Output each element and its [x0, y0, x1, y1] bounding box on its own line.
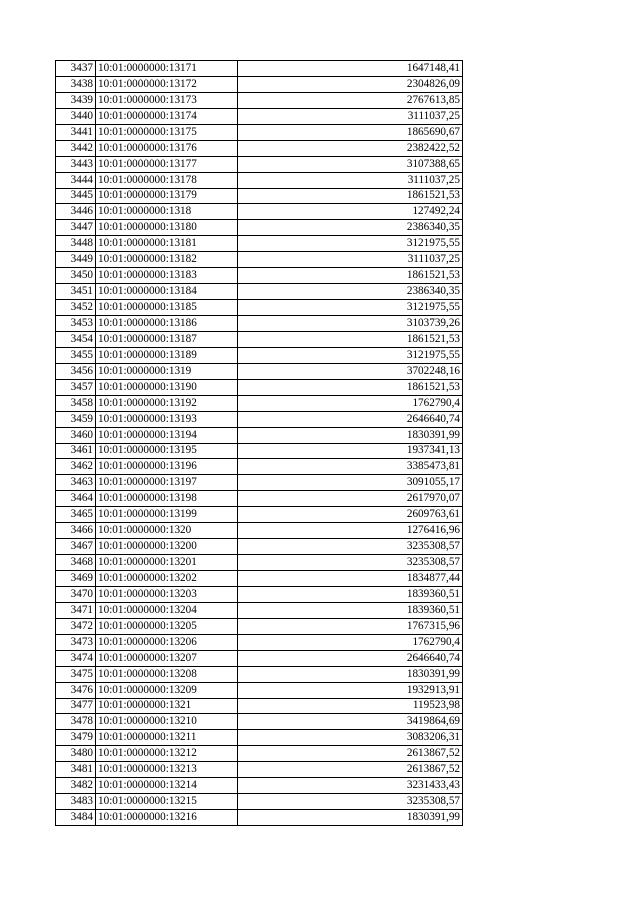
table-row [56, 602, 463, 618]
table-row [56, 92, 463, 108]
cadastral-number-cell: 10:01:0000000:13189 [96, 347, 238, 363]
row-number-cell: 3458 [56, 395, 96, 411]
table-row [56, 76, 463, 92]
amount-cell: 2617970,07 [238, 491, 463, 507]
row-number-cell: 3440 [56, 108, 96, 124]
amount-cell: 3121975,55 [238, 236, 463, 252]
amount-cell: 3121975,55 [238, 300, 463, 316]
table-body [56, 61, 463, 826]
cadastral-number-cell: 10:01:0000000:13181 [96, 236, 238, 252]
table-row [56, 172, 463, 188]
amount-cell: 1834877,44 [238, 571, 463, 587]
cadastral-number-cell: 10:01:0000000:13182 [96, 252, 238, 268]
amount-cell: 1861521,53 [238, 331, 463, 347]
cadastral-number-cell: 10:01:0000000:13198 [96, 491, 238, 507]
table-row [56, 156, 463, 172]
cadastral-number-cell: 10:01:0000000:13180 [96, 220, 238, 236]
table-row [56, 571, 463, 587]
amount-cell: 1830391,99 [238, 810, 463, 826]
table-row [56, 586, 463, 602]
cadastral-number-cell: 10:01:0000000:13202 [96, 571, 238, 587]
cadastral-number-cell: 10:01:0000000:13215 [96, 794, 238, 810]
cadastral-number-cell: 10:01:0000000:13213 [96, 762, 238, 778]
row-number-cell: 3441 [56, 124, 96, 140]
table-row [56, 284, 463, 300]
row-number-cell: 3453 [56, 316, 96, 332]
cadastral-number-cell: 10:01:0000000:13205 [96, 618, 238, 634]
cadastral-number-cell: 10:01:0000000:13200 [96, 539, 238, 555]
data-table [55, 60, 463, 826]
table-row [56, 650, 463, 666]
cadastral-number-cell: 10:01:0000000:1321 [96, 698, 238, 714]
amount-cell: 3235308,57 [238, 555, 463, 571]
amount-cell: 2767613,85 [238, 92, 463, 108]
amount-cell: 1276416,96 [238, 523, 463, 539]
row-number-cell: 3477 [56, 698, 96, 714]
table-row [56, 300, 463, 316]
row-number-cell: 3465 [56, 507, 96, 523]
table-row [56, 316, 463, 332]
table-row [56, 268, 463, 284]
amount-cell: 3111037,25 [238, 252, 463, 268]
row-number-cell: 3449 [56, 252, 96, 268]
amount-cell: 2646640,74 [238, 411, 463, 427]
cadastral-number-cell: 10:01:0000000:13179 [96, 188, 238, 204]
amount-cell: 3702248,16 [238, 363, 463, 379]
amount-cell: 3419864,69 [238, 714, 463, 730]
row-number-cell: 3468 [56, 555, 96, 571]
cadastral-number-cell: 10:01:0000000:1319 [96, 363, 238, 379]
row-number-cell: 3476 [56, 682, 96, 698]
row-number-cell: 3461 [56, 443, 96, 459]
row-number-cell: 3480 [56, 746, 96, 762]
table-row [56, 140, 463, 156]
amount-cell: 3385473,81 [238, 459, 463, 475]
table-row [56, 363, 463, 379]
row-number-cell: 3469 [56, 571, 96, 587]
table-row [56, 411, 463, 427]
cadastral-number-cell: 10:01:0000000:13209 [96, 682, 238, 698]
cadastral-number-cell: 10:01:0000000:13207 [96, 650, 238, 666]
row-number-cell: 3470 [56, 586, 96, 602]
cadastral-number-cell: 10:01:0000000:13203 [96, 586, 238, 602]
amount-cell: 2386340,35 [238, 284, 463, 300]
table-row [56, 108, 463, 124]
table-row [56, 618, 463, 634]
amount-cell: 1861521,53 [238, 188, 463, 204]
table-row [56, 379, 463, 395]
row-number-cell: 3481 [56, 762, 96, 778]
cadastral-number-cell: 10:01:0000000:1318 [96, 204, 238, 220]
amount-cell: 3235308,57 [238, 794, 463, 810]
table-row [56, 794, 463, 810]
row-number-cell: 3473 [56, 634, 96, 650]
cadastral-number-cell: 10:01:0000000:13186 [96, 316, 238, 332]
row-number-cell: 3479 [56, 730, 96, 746]
cadastral-number-cell: 10:01:0000000:13174 [96, 108, 238, 124]
amount-cell: 3083206,31 [238, 730, 463, 746]
amount-cell: 1937341,13 [238, 443, 463, 459]
table-row [56, 730, 463, 746]
amount-cell: 2386340,35 [238, 220, 463, 236]
amount-cell: 3121975,55 [238, 347, 463, 363]
cadastral-number-cell: 10:01:0000000:13194 [96, 427, 238, 443]
table-row [56, 682, 463, 698]
row-number-cell: 3459 [56, 411, 96, 427]
cadastral-number-cell: 10:01:0000000:13199 [96, 507, 238, 523]
row-number-cell: 3483 [56, 794, 96, 810]
amount-cell: 3111037,25 [238, 172, 463, 188]
row-number-cell: 3475 [56, 666, 96, 682]
cadastral-number-cell: 10:01:0000000:13173 [96, 92, 238, 108]
cadastral-number-cell: 10:01:0000000:13212 [96, 746, 238, 762]
amount-cell: 1839360,51 [238, 602, 463, 618]
cadastral-number-cell: 10:01:0000000:13214 [96, 778, 238, 794]
amount-cell: 1830391,99 [238, 666, 463, 682]
table-row [56, 523, 463, 539]
table-row [56, 475, 463, 491]
row-number-cell: 3451 [56, 284, 96, 300]
cadastral-number-cell: 10:01:0000000:13175 [96, 124, 238, 140]
row-number-cell: 3443 [56, 156, 96, 172]
row-number-cell: 3455 [56, 347, 96, 363]
cadastral-number-cell: 10:01:0000000:13187 [96, 331, 238, 347]
cadastral-number-cell: 10:01:0000000:13195 [96, 443, 238, 459]
row-number-cell: 3472 [56, 618, 96, 634]
cadastral-number-cell: 10:01:0000000:13176 [96, 140, 238, 156]
table-row [56, 395, 463, 411]
table-row [56, 61, 463, 77]
cadastral-number-cell: 10:01:0000000:13177 [96, 156, 238, 172]
cadastral-number-cell: 10:01:0000000:13210 [96, 714, 238, 730]
amount-cell: 119523,98 [238, 698, 463, 714]
amount-cell: 2613867,52 [238, 762, 463, 778]
table-row [56, 236, 463, 252]
cadastral-number-cell: 10:01:0000000:13193 [96, 411, 238, 427]
amount-cell: 1762790,4 [238, 634, 463, 650]
table-row [56, 188, 463, 204]
row-number-cell: 3482 [56, 778, 96, 794]
amount-cell: 2646640,74 [238, 650, 463, 666]
cadastral-number-cell: 10:01:0000000:13206 [96, 634, 238, 650]
amount-cell: 2609763,61 [238, 507, 463, 523]
cadastral-number-cell: 10:01:0000000:1320 [96, 523, 238, 539]
table-row [56, 252, 463, 268]
cadastral-number-cell: 10:01:0000000:13178 [96, 172, 238, 188]
cadastral-number-cell: 10:01:0000000:13192 [96, 395, 238, 411]
amount-cell: 3111037,25 [238, 108, 463, 124]
row-number-cell: 3437 [56, 61, 96, 77]
row-number-cell: 3467 [56, 539, 96, 555]
cadastral-number-cell: 10:01:0000000:13184 [96, 284, 238, 300]
cadastral-number-cell: 10:01:0000000:13196 [96, 459, 238, 475]
row-number-cell: 3474 [56, 650, 96, 666]
table-row [56, 746, 463, 762]
amount-cell: 1647148,41 [238, 61, 463, 77]
amount-cell: 1932913,91 [238, 682, 463, 698]
amount-cell: 1865690,67 [238, 124, 463, 140]
row-number-cell: 3452 [56, 300, 96, 316]
table-row [56, 124, 463, 140]
row-number-cell: 3456 [56, 363, 96, 379]
cadastral-number-cell: 10:01:0000000:13197 [96, 475, 238, 491]
table-row [56, 347, 463, 363]
row-number-cell: 3460 [56, 427, 96, 443]
amount-cell: 127492,24 [238, 204, 463, 220]
table-row [56, 698, 463, 714]
cadastral-number-cell: 10:01:0000000:13183 [96, 268, 238, 284]
amount-cell: 1861521,53 [238, 379, 463, 395]
table-row [56, 778, 463, 794]
table-row [56, 459, 463, 475]
amount-cell: 2613867,52 [238, 746, 463, 762]
row-number-cell: 3471 [56, 602, 96, 618]
amount-cell: 3103739,26 [238, 316, 463, 332]
amount-cell: 1767315,96 [238, 618, 463, 634]
table-row [56, 331, 463, 347]
table-row [56, 762, 463, 778]
row-number-cell: 3463 [56, 475, 96, 491]
table-row [56, 714, 463, 730]
amount-cell: 3231433,43 [238, 778, 463, 794]
cadastral-number-cell: 10:01:0000000:13211 [96, 730, 238, 746]
row-number-cell: 3454 [56, 331, 96, 347]
row-number-cell: 3442 [56, 140, 96, 156]
row-number-cell: 3445 [56, 188, 96, 204]
amount-cell: 2382422,52 [238, 140, 463, 156]
row-number-cell: 3464 [56, 491, 96, 507]
row-number-cell: 3466 [56, 523, 96, 539]
table-row [56, 810, 463, 826]
amount-cell: 1830391,99 [238, 427, 463, 443]
cadastral-number-cell: 10:01:0000000:13201 [96, 555, 238, 571]
cadastral-number-cell: 10:01:0000000:13171 [96, 61, 238, 77]
row-number-cell: 3444 [56, 172, 96, 188]
amount-cell: 1861521,53 [238, 268, 463, 284]
amount-cell: 2304826,09 [238, 76, 463, 92]
amount-cell: 3107388,65 [238, 156, 463, 172]
table-row [56, 634, 463, 650]
table-row [56, 220, 463, 236]
row-number-cell: 3439 [56, 92, 96, 108]
row-number-cell: 3478 [56, 714, 96, 730]
table-row [56, 507, 463, 523]
table-row [56, 539, 463, 555]
cadastral-number-cell: 10:01:0000000:13216 [96, 810, 238, 826]
cadastral-number-cell: 10:01:0000000:13172 [96, 76, 238, 92]
amount-cell: 3091055,17 [238, 475, 463, 491]
cadastral-number-cell: 10:01:0000000:13204 [96, 602, 238, 618]
table-row [56, 443, 463, 459]
row-number-cell: 3457 [56, 379, 96, 395]
table-row [56, 555, 463, 571]
table-row [56, 491, 463, 507]
row-number-cell: 3462 [56, 459, 96, 475]
row-number-cell: 3438 [56, 76, 96, 92]
row-number-cell: 3484 [56, 810, 96, 826]
amount-cell: 3235308,57 [238, 539, 463, 555]
table-row [56, 666, 463, 682]
table-row [56, 427, 463, 443]
table-row [56, 204, 463, 220]
row-number-cell: 3448 [56, 236, 96, 252]
cadastral-number-cell: 10:01:0000000:13185 [96, 300, 238, 316]
cadastral-number-cell: 10:01:0000000:13190 [96, 379, 238, 395]
row-number-cell: 3447 [56, 220, 96, 236]
row-number-cell: 3446 [56, 204, 96, 220]
amount-cell: 1762790,4 [238, 395, 463, 411]
row-number-cell: 3450 [56, 268, 96, 284]
cadastral-number-cell: 10:01:0000000:13208 [96, 666, 238, 682]
amount-cell: 1839360,51 [238, 586, 463, 602]
